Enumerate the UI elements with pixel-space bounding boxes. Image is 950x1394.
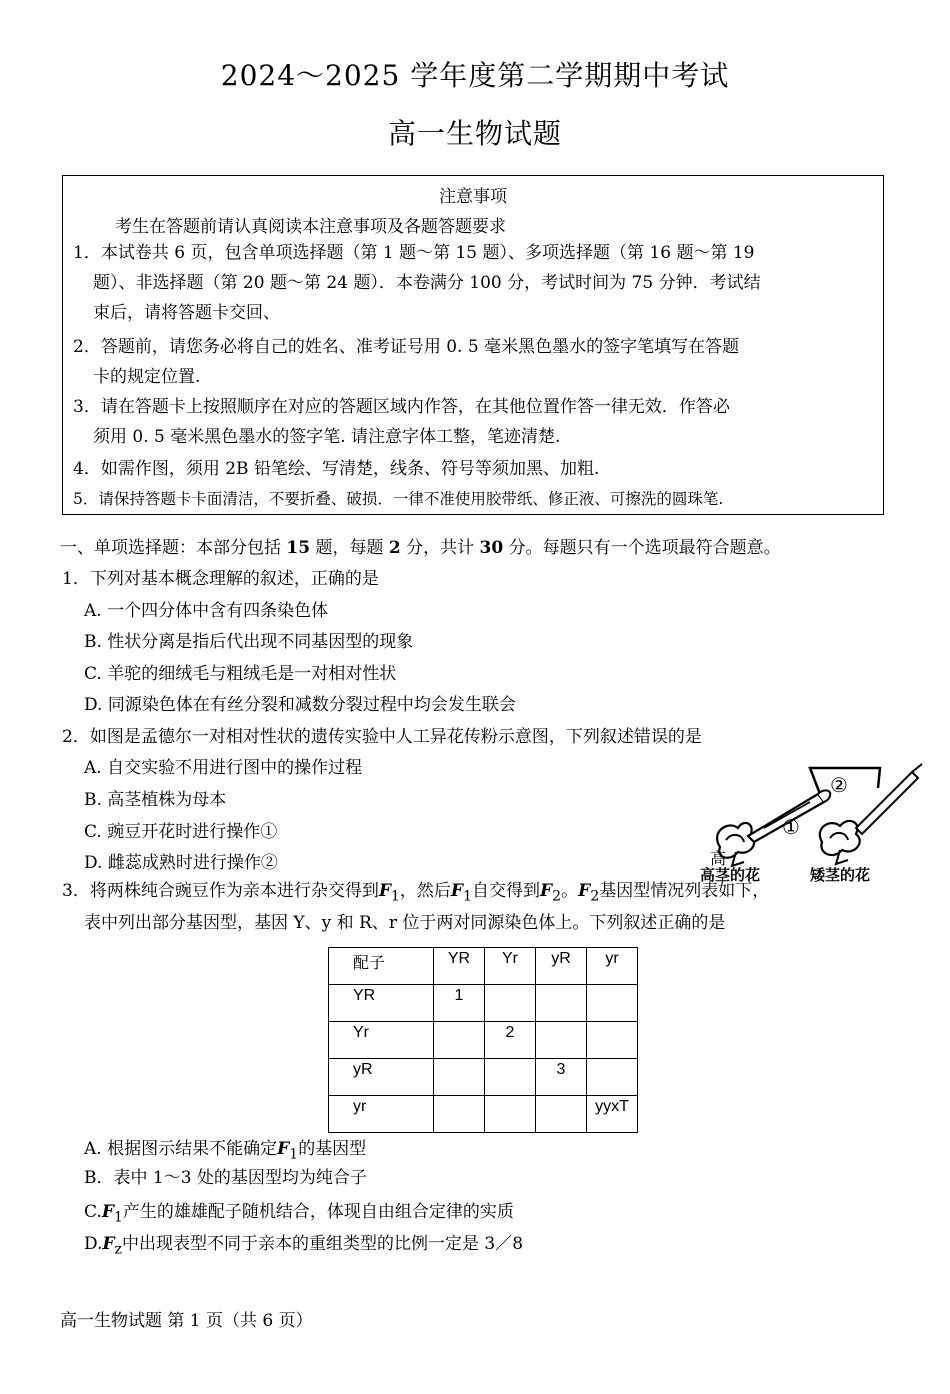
table-cell: yR: [329, 1059, 434, 1096]
f-subscript: 1: [113, 1209, 123, 1226]
f-subscript: z: [114, 1241, 122, 1258]
short-flower-icon: [820, 821, 860, 864]
notice-heading: 注意事项: [439, 187, 507, 207]
table-header-cell: Yr: [485, 948, 536, 985]
notice-item-number: 2．: [73, 337, 101, 357]
table-cell: Yr: [329, 1022, 434, 1059]
table-cell: YR: [329, 985, 434, 1022]
genotype-table: [328, 947, 638, 1133]
table-cell: 3: [536, 1059, 587, 1096]
operation-1-mark: ①: [782, 815, 800, 839]
table-cell: [434, 1059, 485, 1096]
table-header-row: [329, 948, 638, 985]
notice-item-3: [73, 392, 879, 452]
table-cell: [587, 985, 638, 1022]
q1-option-a: A. 一个四分体中含有四条染色体: [84, 601, 329, 621]
q3-option-a: [84, 1134, 366, 1162]
table-cell: 2: [485, 1022, 536, 1059]
table-cell: 1: [434, 985, 485, 1022]
notice-item-number: 3．: [73, 397, 101, 417]
f-symbol: F: [450, 881, 463, 901]
operation-2-mark: ②: [830, 773, 848, 797]
notice-intro: 考生在答题前请认真阅读本注意事项及各题答题要求: [115, 217, 506, 237]
table-cell: [536, 1096, 587, 1133]
q2-option-c: C. 豌豆开花时进行操作①: [84, 822, 278, 842]
question-count: 15: [286, 538, 311, 558]
table-cell: [587, 1059, 638, 1096]
notice-item-2: [73, 332, 879, 392]
q3-stem-line-2: 表中列出部分基因型，基因 Y、y 和 R、r 位于两对同源染色体上。下列叙述正确的是: [84, 913, 726, 933]
table-cell: [485, 985, 536, 1022]
table-row: [329, 1059, 638, 1096]
table-cell: [485, 1096, 536, 1133]
option-text: 产生的雄雄配子随机结合，体现自由组合定律的实质: [122, 1202, 514, 1222]
table-row: [329, 985, 638, 1022]
q3-stem-text: ，然后: [399, 881, 451, 901]
f-subscript: 2: [552, 888, 562, 905]
q3-stem-text: 。: [561, 881, 579, 901]
short-flower-label: 矮茎的花: [810, 866, 871, 884]
option-text: D.: [84, 1234, 103, 1254]
q2-option-a: A. 自交实验不用进行图中的操作过程: [84, 758, 363, 778]
q3-stem-text: 基因型情况列表如下，: [599, 881, 770, 901]
tall-flower-label: 高茎的花: [700, 866, 761, 884]
notice-item-line: 卡的规定位置.: [93, 367, 201, 387]
section-heading-text: 分。每题只有一个选项最符合题意。: [503, 538, 781, 558]
f-subscript: 1: [289, 1146, 299, 1163]
q3-stem-text: 自交得到: [472, 881, 541, 901]
option-text: C.: [84, 1202, 102, 1222]
table-cell: yyxT: [587, 1096, 638, 1133]
notice-item-5: [73, 484, 879, 514]
q3-option-b: B．表中 1～3 处的基因型均为纯合子: [84, 1168, 367, 1188]
q3-stem-text: 3．将两株纯合豌豆作为亲本进行杂交得到: [62, 881, 379, 901]
section-heading-text: 题，每题: [310, 538, 389, 558]
notice-item-4: [73, 454, 879, 484]
notice-item-1: [73, 238, 879, 328]
notice-item-number: 5．: [73, 490, 99, 508]
table-row: [329, 1096, 638, 1133]
notice-item-line: 请在答题卡上按照顺序在对应的答题区域内作答，在其他位置作答一律无效．作答必: [100, 397, 730, 417]
f-symbol: F: [102, 1234, 115, 1254]
q3-option-c: [84, 1197, 514, 1225]
notice-item-line: 请保持答题卡卡面清洁，不要折叠、破损．一律不准使用胶带纸、修正液、可擦洗的圆珠笔.: [98, 490, 724, 508]
f-subscript: 1: [463, 888, 473, 905]
option-text: 的基因型: [298, 1139, 367, 1159]
q2-option-b: B. 高茎植株为母本: [84, 790, 227, 810]
f-symbol: F: [578, 881, 591, 901]
option-text: 中出现表型不同于亲本的重组类型的比例一定是 3／8: [121, 1234, 524, 1254]
table-cell: [434, 1022, 485, 1059]
q2-option-d: D. 雌蕊成熟时进行操作②: [84, 853, 278, 873]
pollination-figure: [690, 762, 930, 884]
table-header-cell: yR: [536, 948, 587, 985]
notice-item-line: 本试卷共 6 页，包含单项选择题（第 1 题～第 15 题）、多项选择题（第 16 题～第 19: [100, 243, 755, 263]
f-subscript: 1: [390, 888, 400, 905]
section-1-heading: [60, 533, 781, 558]
f-symbol: F: [540, 881, 553, 901]
table-cell: yr: [329, 1096, 434, 1133]
f-symbol: F: [277, 1139, 290, 1159]
q3-stem: [62, 876, 769, 904]
points-per-question: 2: [388, 538, 401, 558]
table-header-cell: YR: [434, 948, 485, 985]
q2-stem: 2．如图是孟德尔一对相对性状的遗传实验中人工异花传粉示意图，下列叙述错误的是: [62, 727, 702, 747]
q1-stem: 1．下列对基本概念理解的叙述，正确的是: [62, 569, 379, 589]
notice-item-number: 4．: [73, 459, 101, 479]
exam-subtitle: 高一生物试题: [387, 117, 562, 150]
notice-item-line: 束后，请将答题卡交回、: [93, 303, 280, 323]
table-cell: [485, 1059, 536, 1096]
q1-option-b: B. 性状分离是指后代出现不同基因型的现象: [84, 632, 414, 652]
section-heading-text: 分，共计: [400, 538, 480, 558]
notice-item-line: 如需作图，须用 2B 铅笔绘、写清楚，线条、符号等须加黑、加粗.: [100, 459, 600, 479]
exam-title: 2024～2025 学年度第二学期期中考试: [220, 59, 730, 92]
f-subscript: 2: [590, 888, 600, 905]
table-cell: [536, 1022, 587, 1059]
figure-stray-char: 高: [710, 849, 727, 868]
notice-box: [62, 175, 884, 515]
q1-option-d: D. 同源染色体在有丝分裂和减数分裂过程中均会发生联会: [84, 695, 516, 715]
q1-option-c: C. 羊驼的细绒毛与粗绒毛是一对相对性状: [84, 664, 397, 684]
table-cell: [587, 1022, 638, 1059]
total-points: 30: [479, 538, 504, 558]
section-heading-text: 一、单项选择题：本部分包括: [60, 538, 287, 558]
notice-item-line: 题）、非选择题（第 20 题～第 24 题）．本卷满分 100 分，考试时间为 75 分钟．考试结: [93, 273, 761, 293]
notice-item-line: 答题前，请您务必将自己的姓名、准考证号用 0. 5 毫米黑色墨水的签字笔填写在答题: [100, 337, 740, 357]
notice-item-number: 1．: [73, 243, 101, 263]
option-text: A. 根据图示结果不能确定: [84, 1139, 278, 1159]
f-symbol: F: [101, 1202, 114, 1222]
brush-tool-icon: [856, 764, 922, 834]
table-cell: [434, 1096, 485, 1133]
f-symbol: F: [378, 881, 391, 901]
page-footer: 高一生物试题 第 1 页（共 6 页）: [60, 1311, 313, 1331]
q3-option-d: [84, 1229, 523, 1257]
table-cell: [536, 985, 587, 1022]
table-header-cell: yr: [587, 948, 638, 985]
table-row: [329, 1022, 638, 1059]
table-header-cell: 配子: [329, 948, 434, 985]
notice-item-line: 须用 0. 5 毫米黑色墨水的签字笔. 请注意字体工整，笔迹清楚.: [93, 427, 561, 447]
